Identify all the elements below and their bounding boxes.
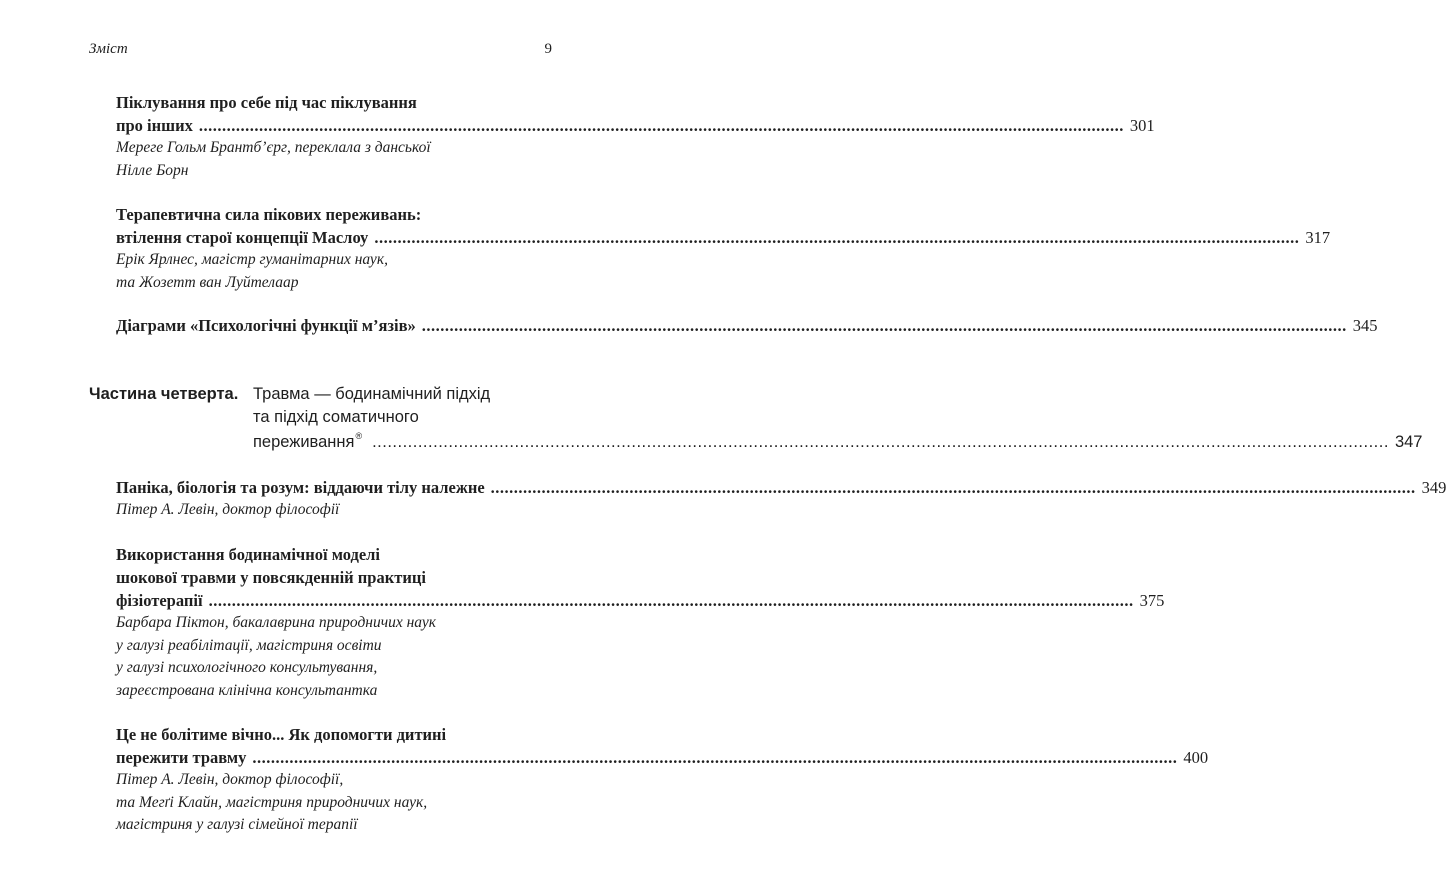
dot-leader: ........................................................................................................................................................................................................ (198, 116, 1124, 135)
dot-leader: ........................................................................................................................................................................................................ (490, 478, 1416, 497)
toc-entry[interactable] (116, 314, 1378, 337)
dot-leader: ........................................................................................................................................................................................................ (421, 316, 1347, 335)
running-title: Зміст (89, 41, 128, 57)
entry-author-line: у галузі психологічного консультування, (116, 659, 378, 676)
part-title-line: переживання (253, 433, 355, 451)
entry-author-line: Ерік Ярлнес, магістр гуманітарних наук, (116, 251, 388, 268)
entry-page-number: 317 (1305, 228, 1331, 247)
entry-title-line: шокової травми у повсякденній практиці (116, 568, 426, 587)
entry-author-line: у галузі реабілітації, магістриня освіти (116, 636, 382, 654)
registered-mark: ® (355, 431, 363, 441)
dot-leader: ........................................................................................................................................................................................................ (252, 748, 1178, 767)
entry-page-number: 400 (1183, 748, 1209, 767)
entry-title-line: пережити травму (116, 748, 247, 767)
entry-author-line: Барбара Піктон, бакалаврина природничих наук (116, 614, 436, 631)
entry-title-leader-line (116, 226, 1331, 249)
toc-entry[interactable] (116, 91, 1155, 182)
entry-title-leader-line (116, 314, 1378, 337)
page-number: 9 (544, 41, 552, 57)
entry-title-leader-line (116, 476, 1446, 499)
toc-entry[interactable] (116, 543, 1165, 702)
entry-author-line: та Жозетт ван Луйтелаар (116, 273, 299, 291)
entry-title-line: Це не болітиме вічно... Як допомогти дитині (116, 725, 447, 744)
entry-author-line: Нілле Борн (116, 161, 189, 179)
dot-leader: ........................................................................................................................................................................................................ (372, 433, 1389, 451)
entry-page-number: 345 (1352, 316, 1378, 335)
entry-title-line: втілення старої концепції Маслоу (116, 228, 369, 247)
toc-entry[interactable] (116, 203, 1331, 294)
entry-title-line: Піклування про себе під час піклування (116, 93, 417, 112)
entry-title-line: про інших (116, 116, 193, 135)
entry-title-line: фізіотерапії (116, 591, 203, 610)
entry-title-line: Діаграми «Психологічні функції м’язів» (116, 316, 416, 335)
part-title-line: Травма — бодинамічний підхід (253, 385, 491, 403)
entry-page-number: 375 (1139, 591, 1165, 610)
entry-author-line: та Мегґі Клайн, магістриня природничих наук, (116, 793, 428, 811)
part-page-number: 347 (1394, 433, 1423, 451)
running-header (89, 41, 552, 63)
part-title-line: та підхід соматичного (253, 408, 419, 426)
entry-title-leader-line (116, 114, 1155, 137)
entry-title-line: Терапевтична сила пікових переживань: (116, 205, 422, 224)
toc-entry[interactable] (116, 476, 1446, 522)
part-title-leader-line (253, 431, 1423, 452)
entry-page-number: 349 (1421, 478, 1446, 497)
entry-title-leader-line (116, 589, 1165, 612)
entry-author-line: Пітер А. Левін, доктор філософії (116, 501, 340, 518)
dot-leader: ........................................................................................................................................................................................................ (374, 228, 1300, 247)
part-label: Частина четверта. (89, 385, 239, 403)
entry-author-line: Пітер А. Левін, доктор філософії, (116, 771, 344, 788)
toc-entry[interactable] (116, 723, 1209, 837)
entry-page-number: 301 (1129, 116, 1155, 135)
entry-title-line: Використання бодинамічної моделі (116, 545, 380, 564)
entry-title-leader-line (116, 746, 1209, 769)
entry-author-line: Мереге Гольм Брантб’єрг, переклала з данської (116, 139, 431, 156)
entry-author-line: магістриня у галузі сімейної терапії (116, 816, 358, 833)
entry-author-line: зареєстрована клінічна консультантка (116, 681, 378, 699)
dot-leader: ........................................................................................................................................................................................................ (208, 591, 1134, 610)
entry-title-line: Паніка, біологія та розум: віддаючи тілу належне (116, 478, 485, 497)
